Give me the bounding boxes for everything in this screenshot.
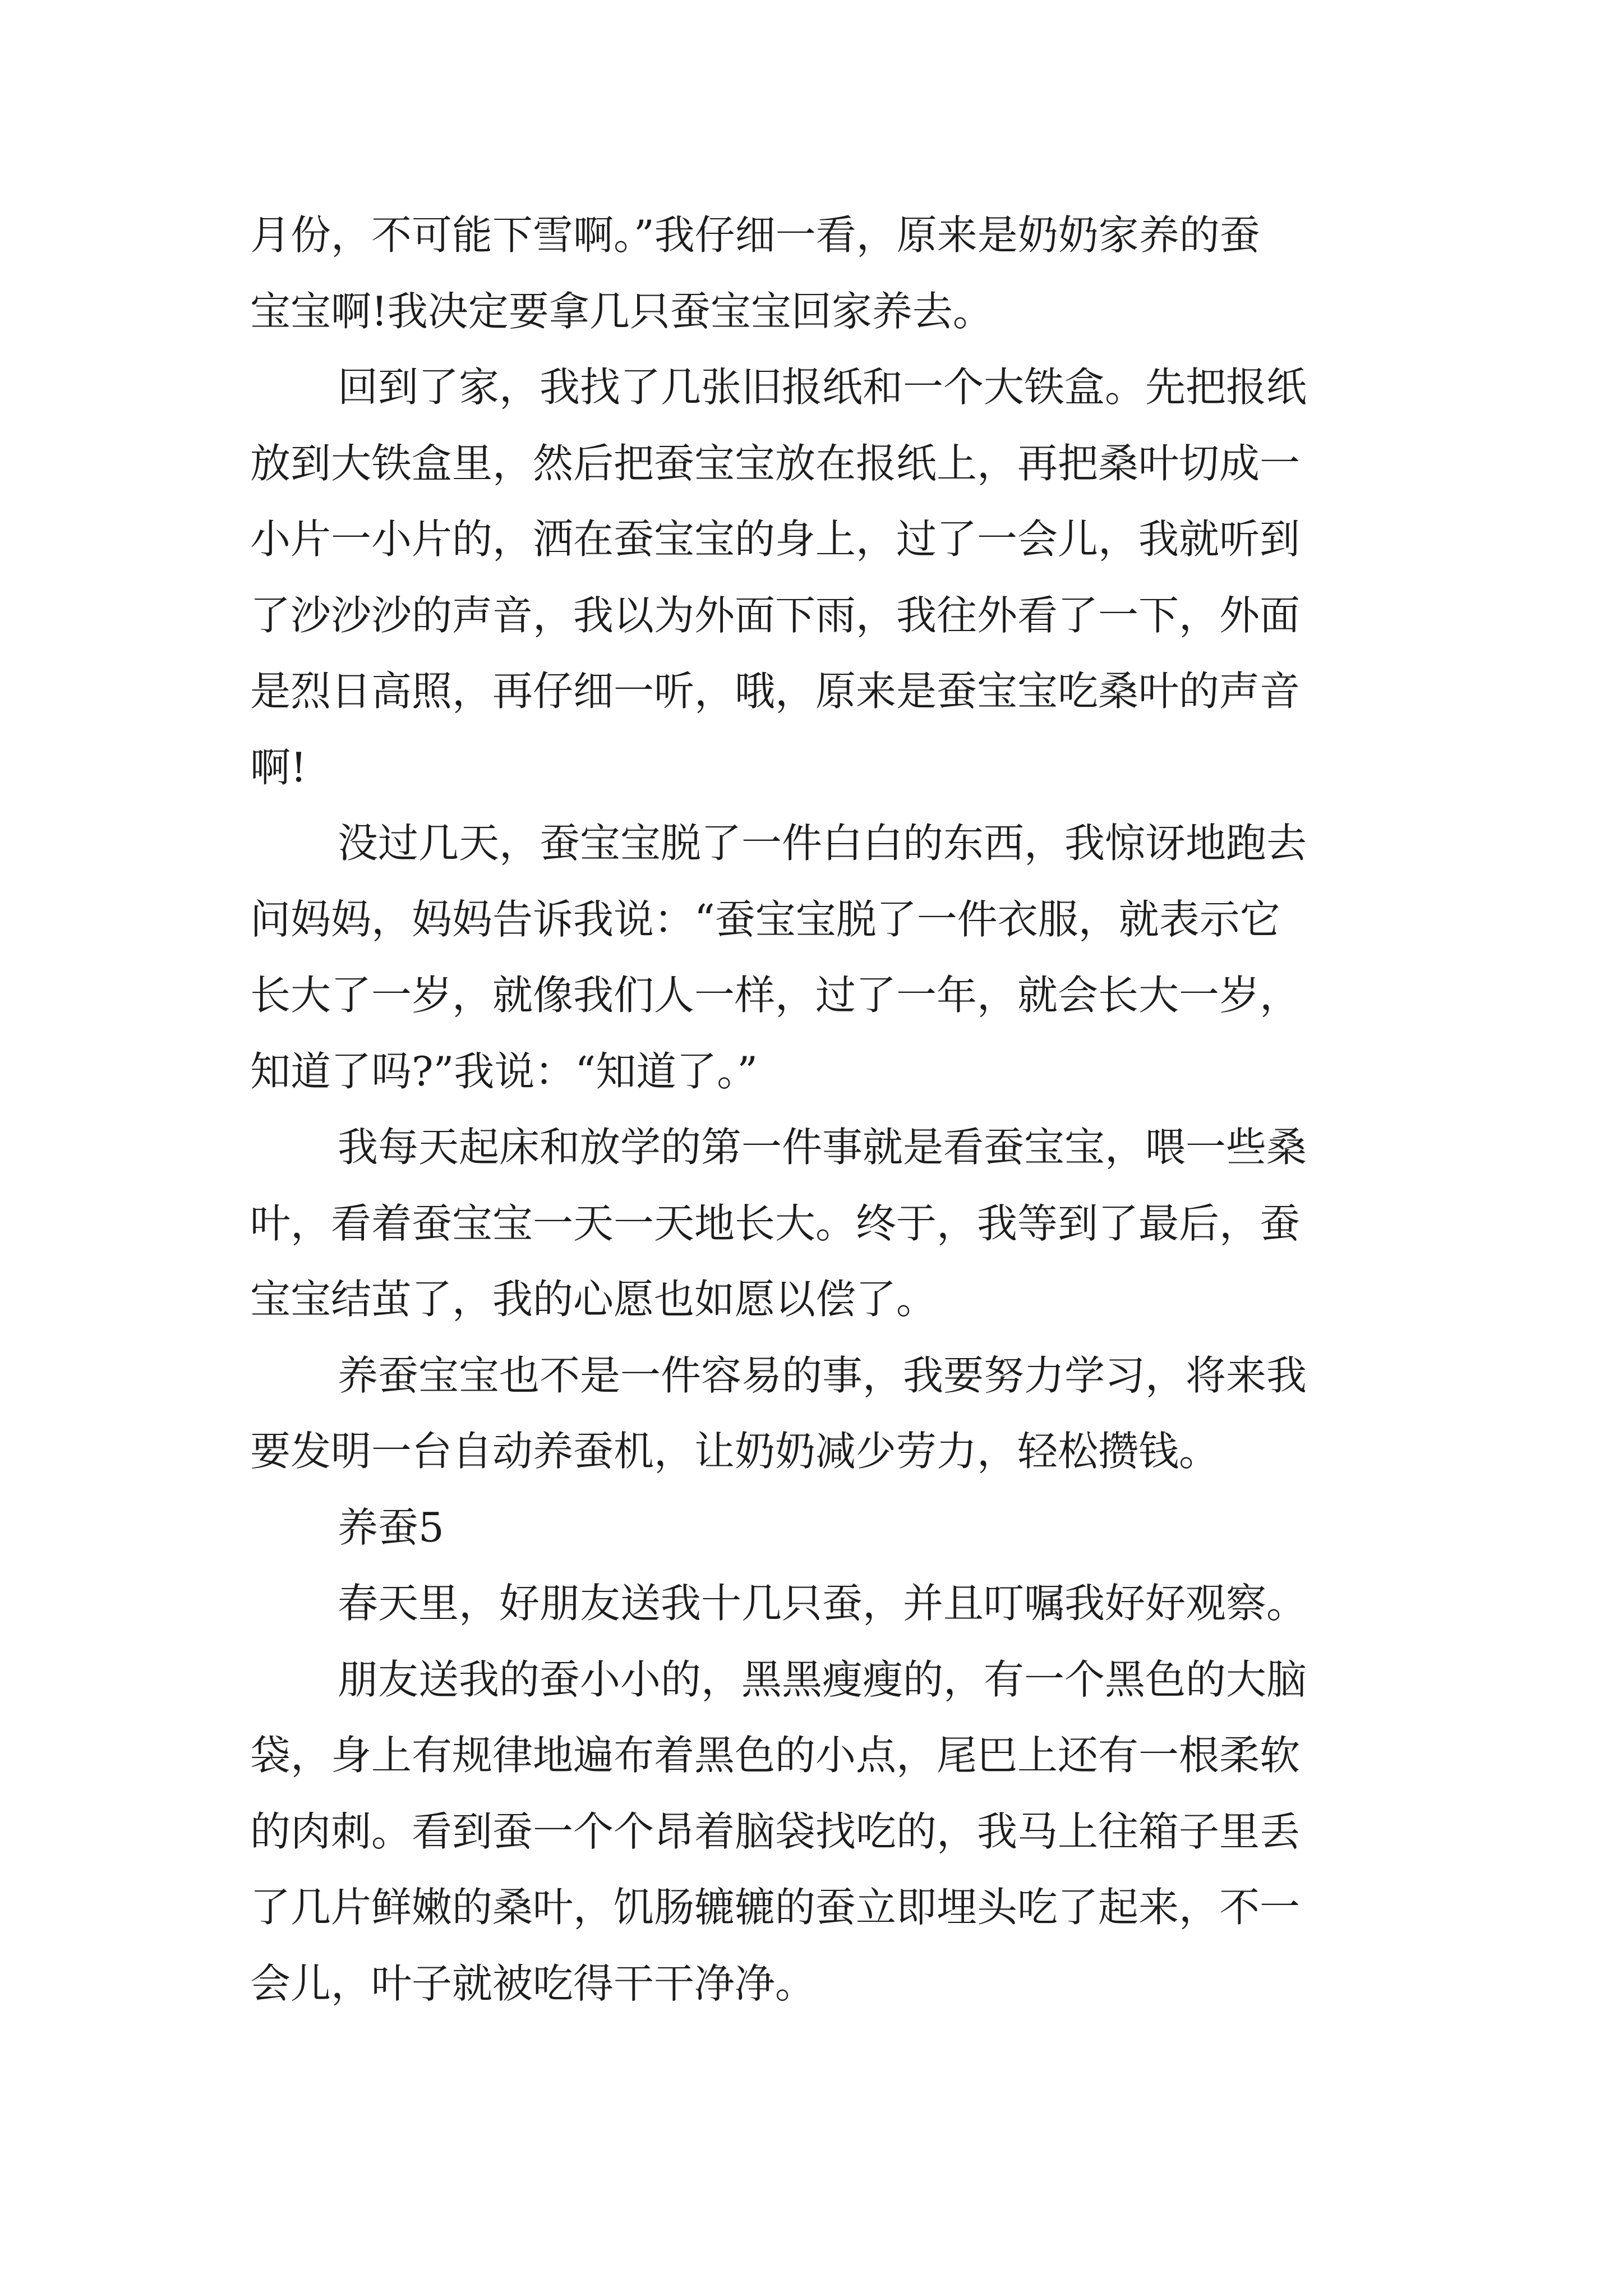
text-line: 宝宝啊!我决定要拿几只蚕宝宝回家养去。 — [250, 287, 993, 335]
essay-body — [250, 197, 1383, 2022]
text-line: 我每天起床和放学的第一件事就是看蚕宝宝，喂一些桑 — [338, 1124, 1307, 1171]
text-line: 袋，身上有规律地遍布着黑色的小点，尾巴上还有一根柔软 — [250, 1732, 1301, 1779]
text-line: 朋友送我的蚕小小的，黑黑瘦瘦的，有一个黑色的大脑 — [338, 1655, 1307, 1703]
text-line: 小片一小片的，洒在蚕宝宝的身上，过了一会儿，我就听到 — [250, 516, 1301, 563]
text-line: 了几片鲜嫩的桑叶，饥肠辘辘的蚕立即埋头吃了起来，不一 — [250, 1884, 1301, 1931]
text-line: 回到了家，我找了几张旧报纸和一个大铁盒。先把报纸 — [338, 364, 1307, 411]
text-line: 放到大铁盒里，然后把蚕宝宝放在报纸上，再把桑叶切成一 — [250, 439, 1301, 487]
text-line: 知道了吗?”我说：“知道了。” — [250, 1047, 758, 1095]
text-line: 春天里，好朋友送我十几只蚕，并且叮嘱我好好观察。 — [338, 1580, 1307, 1627]
section-heading: 养蚕5 — [338, 1503, 444, 1551]
text-line: 宝宝结茧了，我的心愿也如愿以偿了。 — [250, 1276, 937, 1323]
text-line: 是烈日高照，再仔细一听，哦，原来是蚕宝宝吃桑叶的声音 — [250, 668, 1301, 715]
text-line: 月份，不可能下雪啊。”我仔细一看，原来是奶奶家养的蚕 — [250, 211, 1260, 259]
text-line: 没过几天，蚕宝宝脱了一件白白的东西，我惊讶地跑去 — [338, 820, 1307, 867]
text-line: 养蚕宝宝也不是一件容易的事，我要努力学习，将来我 — [338, 1351, 1307, 1399]
text-line: 会儿，叶子就被吃得干干净净。 — [250, 1959, 816, 2007]
text-line: 要发明一台自动养蚕机，让奶奶减少劳力，轻松攒钱。 — [250, 1428, 1220, 1475]
text-line: 叶，看着蚕宝宝一天一天地长大。终于，我等到了最后，蚕 — [250, 1199, 1301, 1247]
text-line: 问妈妈，妈妈告诉我说：“蚕宝宝脱了一件衣服，就表示它 — [250, 895, 1280, 943]
text-line: 长大了一岁，就像我们人一样，过了一年，就会长大一岁， — [250, 972, 1301, 1019]
text-line: 了沙沙沙的声音，我以为外面下雨，我往外看了一下，外面 — [250, 591, 1301, 639]
text-line: 啊! — [250, 743, 307, 791]
text-line: 的肉刺。看到蚕一个个昂着脑袋找吃的，我马上往箱子里丢 — [250, 1807, 1301, 1855]
